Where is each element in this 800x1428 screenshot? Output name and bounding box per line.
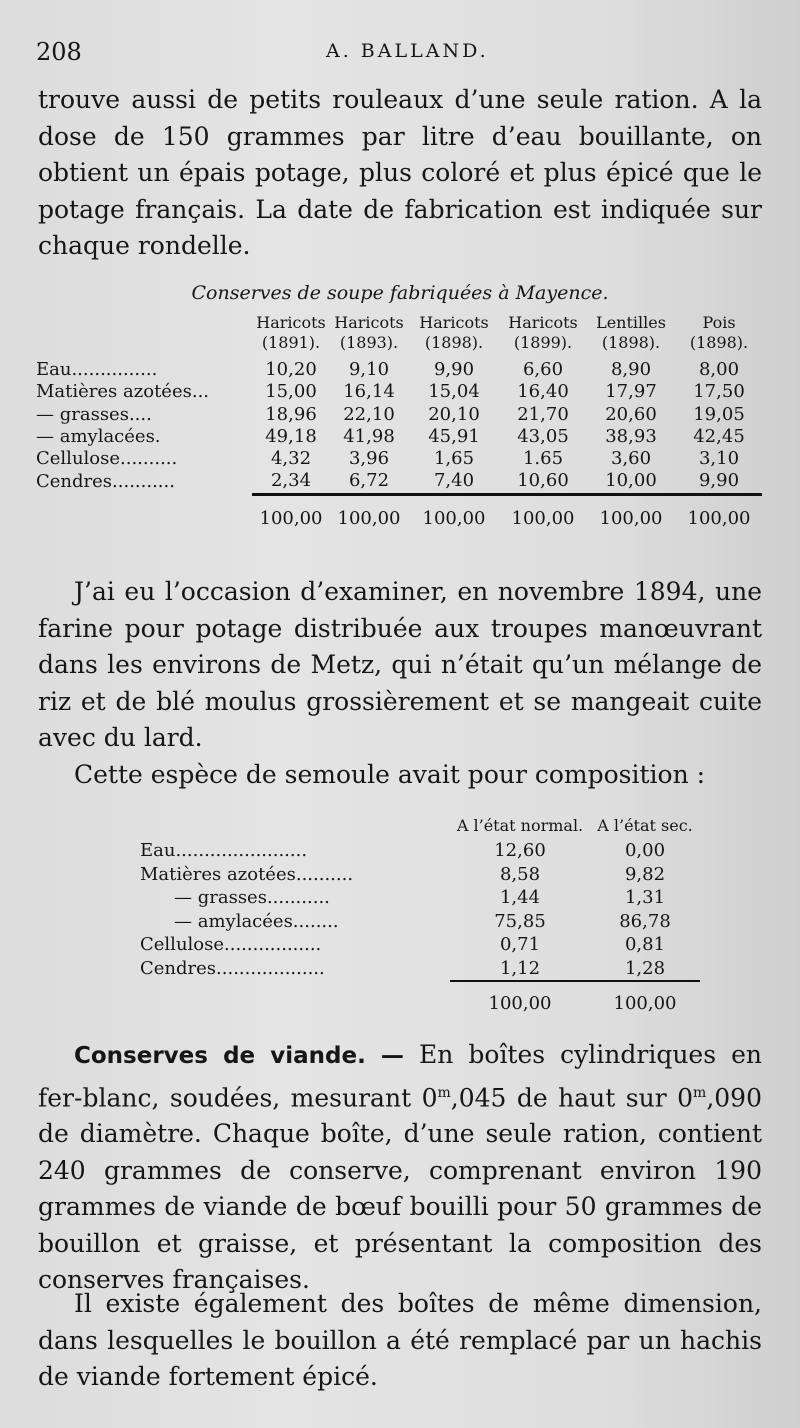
cell-value: 8,58: [499, 863, 541, 885]
cell-value: 1,65: [433, 448, 475, 470]
total-value: 100,00: [590, 981, 700, 1016]
table-row: [36, 470, 762, 494]
row-label: Eau.......................: [140, 840, 308, 861]
cell-value: 4,32: [270, 448, 312, 470]
cell-value: 9,90: [698, 470, 740, 492]
total-value: 100,00: [252, 494, 330, 530]
cell-value: 45,91: [428, 425, 480, 447]
total-value: 100,00: [450, 981, 590, 1016]
row-label: Cendres...................: [140, 958, 325, 979]
cell-value: 0,00: [624, 840, 666, 861]
row-label: Matières azotées...: [36, 381, 210, 403]
column-header: [330, 313, 408, 359]
table-row: [140, 957, 700, 982]
column-year: (1899).: [513, 333, 573, 352]
cell-value: 3,10: [698, 448, 740, 470]
column-year: (1893).: [339, 333, 399, 352]
table-row: [36, 381, 762, 403]
cell-value: 10,00: [605, 470, 657, 492]
cell-value: 8,90: [610, 359, 652, 380]
table-row: [140, 839, 700, 863]
column-header: [500, 313, 586, 359]
paragraph-semolina-intro: Cette espèce de semoule avait pour composition :: [74, 760, 706, 789]
cell-value: 16,40: [517, 381, 569, 403]
row-label: — amylacées.: [36, 425, 161, 447]
cell-value: 17,50: [693, 381, 745, 403]
column-year: (1898).: [424, 333, 484, 352]
table-caption: Conserves de soupe fabriquées à Mayence.: [191, 282, 609, 304]
cell-value: 3,60: [610, 448, 652, 470]
row-label: Eau...............: [36, 359, 158, 380]
totals-row: [36, 494, 762, 530]
row-label: Cendres...........: [36, 471, 175, 493]
soup-composition-table: [36, 313, 762, 530]
cell-value: 42,45: [693, 425, 745, 447]
cell-value: 12,60: [494, 840, 546, 861]
cell-value: 1,31: [624, 887, 666, 908]
table-row: [140, 863, 700, 887]
total-value: 100,00: [676, 494, 762, 530]
column-header: [586, 313, 676, 359]
column-header: A l’état normal.: [456, 816, 584, 835]
table-row: [140, 886, 700, 910]
table-header-row: [36, 313, 762, 359]
table-row: [36, 359, 762, 381]
table-row: [36, 448, 762, 470]
row-label: Cellulose..........: [36, 448, 178, 470]
total-value: 100,00: [500, 494, 586, 530]
section-heading-meat: Conserves de viande. —: [74, 1043, 404, 1069]
table-row: [140, 933, 700, 957]
page-header: [36, 38, 776, 78]
column-name: Lentilles: [596, 313, 666, 332]
row-label: — grasses....: [36, 403, 152, 425]
column-name: Haricots: [256, 313, 326, 332]
column-header: A l’état sec.: [597, 816, 693, 835]
paragraph-soup-rolls: trouve aussi de petits rouleaux d’une seule ration. A la dose de 150 grammes par litre d’eau bouillante, on obtient un épais potage, plus coloré et plus épicé que le potage français. La date de fabrication est indiquée sur chaque rondelle.: [38, 85, 762, 260]
column-name: Haricots: [419, 313, 489, 332]
column-year: (1898).: [689, 333, 749, 352]
cell-value: 10,20: [265, 359, 317, 380]
column-name: Pois: [702, 313, 736, 332]
cell-value: 38,93: [605, 425, 657, 447]
cell-value: 17,97: [605, 381, 657, 403]
paragraph-spiced-hash: Il existe également des boîtes de même dimension, dans lesquelles le bouillon a été remplacé par un hachis de viande fortement épicé.: [38, 1289, 762, 1391]
cell-value: 22,10: [343, 403, 395, 425]
column-header: [252, 313, 330, 359]
cell-value: 18,96: [265, 403, 317, 425]
row-label: Cellulose.................: [140, 934, 322, 955]
cell-value: 15,04: [428, 381, 480, 403]
table-row: [140, 910, 700, 934]
paragraph-meat-conserves: [38, 1037, 762, 1299]
text-run: En boîtes cylindriques en fer-blanc, soudées, mesurant 0: [38, 1040, 762, 1112]
cell-value: 2,34: [270, 470, 312, 492]
total-value: 100,00: [408, 494, 500, 530]
text-run: ,045 de haut sur 0: [450, 1082, 694, 1112]
totals-spacer: [36, 494, 252, 530]
row-label: Matières azotées..........: [140, 863, 354, 885]
cell-value: 75,85: [494, 910, 546, 932]
cell-value: 21,70: [517, 403, 569, 425]
superscript-meter: m: [693, 1084, 707, 1101]
cell-value: 10,60: [517, 470, 569, 492]
cell-value: 6,60: [522, 359, 564, 380]
paragraph-metz-flour: J’ai eu l’occasion d’examiner, en novembre 1894, une farine pour potage distribuée aux troupes manœuvrant dans les environs de Metz, qui n’était qu’un mélange de riz et de blé moulus grossièrement et se mangeait cuite avec du lard.: [38, 577, 762, 752]
table-row: [36, 426, 762, 448]
page-number: 208: [36, 38, 82, 66]
column-header: [408, 313, 500, 359]
cell-value: 3,96: [348, 448, 390, 470]
total-value: 100,00: [586, 494, 676, 530]
cell-value: 1.65: [522, 448, 564, 470]
semolina-composition-table: [140, 815, 700, 1016]
column-name: Haricots: [508, 313, 578, 332]
cell-value: 6,72: [348, 470, 390, 492]
cell-value: 19,05: [693, 403, 745, 425]
cell-value: 9,90: [433, 359, 475, 380]
cell-value: 16,14: [343, 381, 395, 403]
cell-value: 7,40: [433, 470, 475, 492]
cell-value: 0,81: [624, 934, 666, 955]
cell-value: 20,60: [605, 403, 657, 425]
total-value: 100,00: [330, 494, 408, 530]
header-spacer: [140, 815, 450, 839]
row-label: — grasses...........: [174, 887, 330, 908]
row-label: — amylacées........: [174, 910, 339, 932]
cell-value: 9,10: [348, 359, 390, 380]
totals-spacer: [140, 981, 450, 1016]
cell-value: 0,71: [499, 934, 541, 955]
header-spacer: [36, 313, 252, 359]
cell-value: 15,00: [265, 381, 317, 403]
superscript-meter: m: [437, 1084, 451, 1101]
cell-value: 1,44: [499, 887, 541, 908]
cell-value: 49,18: [265, 425, 317, 447]
column-year: (1898).: [601, 333, 661, 352]
running-head: A. BALLAND.: [326, 40, 489, 62]
cell-value: 41,98: [343, 425, 395, 447]
column-year: (1891).: [261, 333, 321, 352]
column-name: Haricots: [334, 313, 404, 332]
cell-value: 20,10: [428, 403, 480, 425]
cell-value: 1,28: [624, 957, 666, 979]
cell-value: 43,05: [517, 425, 569, 447]
totals-row: [140, 981, 700, 1016]
cell-value: 9,82: [624, 863, 666, 885]
table-row: [36, 404, 762, 426]
cell-value: 86,78: [619, 910, 671, 932]
cell-value: 8,00: [698, 359, 740, 380]
text-run: ,090 de diamètre. Chaque boîte, d’une seule ration, contient 240 grammes de conserve, comprenant environ 190 grammes de viande de bœuf bouilli pour 50 grammes de bouillon et graisse, et présentant la composition des conserves françaises.: [38, 1082, 762, 1295]
column-header: [676, 313, 762, 359]
cell-value: 1,12: [499, 957, 541, 979]
table-header-row: [140, 815, 700, 839]
